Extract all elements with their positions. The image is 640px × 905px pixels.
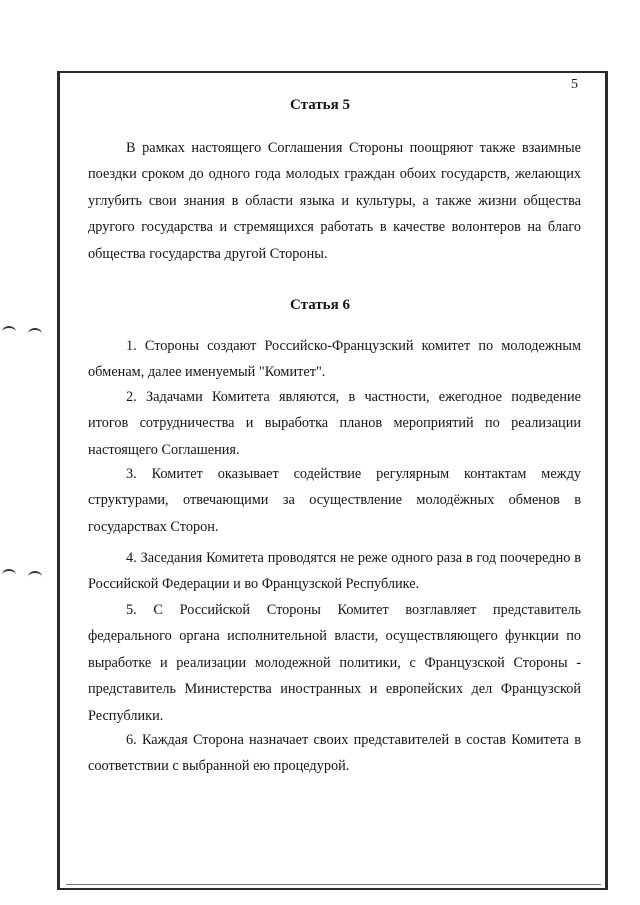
binding-hole-mark-upper-right [28,328,42,340]
article-6-item-3: 3. Комитет оказывает содействие регулярным контактам между структурами, отвечающими за осуществление молодёжных обменов в государствах Сторон. [88,466,581,535]
article-5-paragraph: В рамках настоящего Соглашения Стороны поощряют также взаимные поездки сроком до одного года молодых граждан обоих государств, желающих углубить свои знания в области языка и культуры, а также жизни общества другого государства и стремящихся работать в качестве волонтеров на благо общества государства другой Стороны. [88,140,581,262]
article-5-title: Статья 5 [290,97,350,113]
page-number: 5 [571,77,578,92]
binding-hole-mark-upper-left [2,326,16,338]
article-6-item-6: 6. Каждая Сторона назначает своих представителей в состав Комитета в соответствии с выбранной ею процедурой. [88,732,581,775]
article-6-item-5: 5. С Российской Стороны Комитет возглавляет представитель федерального органа исполнительной власти, осуществляющего функции по выработке и реализации молодежной политики, с Французской Стороны - представитель Министерства иностранных и европейских дел Французской Республики. [88,602,581,724]
binding-hole-mark-lower-right [28,571,42,583]
article-6-item-4: 4. Заседания Комитета проводятся не реже одного раза в год поочередно в Российской Федерации и во Французской Республике. [88,550,581,593]
binding-hole-mark-lower-left [2,569,16,581]
article-6-item-1: 1. Стороны создают Российско-Французский комитет по молодежным обменам, далее именуемый "Комитет". [88,338,581,381]
article-6-item-2: 2. Задачами Комитета являются, в частности, ежегодное подведение итогов сотрудничества и выработка планов мероприятий по реализации настоящего Соглашения. [88,389,581,458]
article-6-title: Статья 6 [290,297,350,313]
